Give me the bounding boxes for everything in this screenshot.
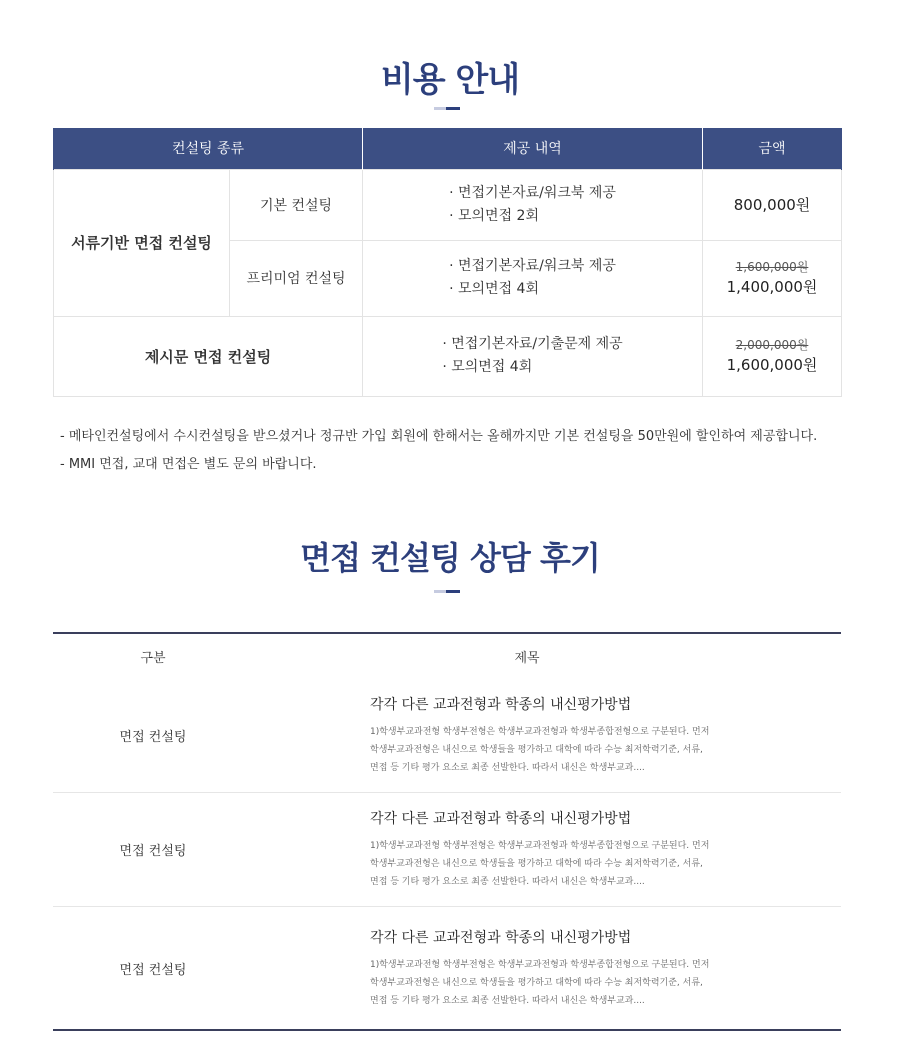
review-summary [370,723,730,777]
price-value: 1,400,000원 [726,278,818,296]
header-category: 구분 [140,650,166,666]
review-title-link[interactable]: 각각 다른 교과전형과 학종의 내신평가방법 [370,929,632,946]
review-body [253,927,730,1010]
review-row[interactable] [53,907,841,1031]
review-category: 면접 컨설팅 [119,729,187,745]
plan-price [703,316,842,396]
review-row[interactable] [53,678,841,793]
plan-details [363,169,703,240]
note-line: - 메타인컨설팅에서 수시컨설팅을 받으셨거나 정규반 가입 회원에 한해서는 올해까지만 기본 컨설팅을 50만원에 할인하여 제공합니다. [60,429,818,444]
review-title-link[interactable]: 각각 다른 교과전형과 학종의 내신평가방법 [370,696,632,713]
plan-price [703,240,842,316]
summary-line: 1)학생부교과전형 학생부전형은 학생부교과전형과 학생부종합전형으로 구분된다. 먼저 [370,726,710,737]
review-title-link[interactable]: 각각 다른 교과전형과 학종의 내신평가방법 [370,811,632,827]
detail-item: · 모의면접 4회 [449,278,616,301]
plan-details [363,240,703,316]
note-line: - MMI 면접, 교대 면접은 별도 문의 바랍니다. [60,457,317,472]
review-row[interactable] [53,793,841,907]
plan-price [703,169,842,240]
title-underline [434,107,460,110]
review-summary [370,837,730,891]
pricing-table [53,128,842,397]
detail-item: · 면접기본자료/워크북 제공 [449,182,616,205]
summary-line: 1)학생부교과전형 학생부전형은 학생부교과전형과 학생부종합전형으로 구분된다. 먼저 [370,841,710,851]
pricing-notes [60,423,817,479]
summary-line: 학생부교과전형은 내신으로 학생들을 평가하고 대학에 따라 수능 최저학력기준, 서류, [370,859,703,869]
review-header [53,634,841,678]
plan-name: 기본 컨설팅 [230,169,363,240]
summary-line: 면접 등 기타 평가 요소로 최종 선발한다. 따라서 내신은 학생부교과.... [370,762,645,773]
original-price: 1,600,000원 [735,260,809,274]
price-value: 800,000원 [733,195,811,214]
summary-line: 학생부교과전형은 내신으로 학생들을 평가하고 대학에 따라 수능 최저학력기준, 서류, [370,977,703,988]
header-subject: 제목 [514,650,540,666]
summary-line: 학생부교과전형은 내신으로 학생들을 평가하고 대학에 따라 수능 최저학력기준, 서류, [370,744,703,755]
review-category: 면접 컨설팅 [119,844,187,859]
title-underline [434,590,460,593]
header-details: 제공 내역 [363,128,703,169]
original-price: 2,000,000원 [735,338,809,352]
summary-line: 면접 등 기타 평가 요소로 최종 선발한다. 따라서 내신은 학생부교과.... [370,877,645,887]
header-type: 컨설팅 종류 [54,128,363,169]
detail-item: · 면접기본자료/워크북 제공 [449,255,616,278]
plan-name: 제시문 면접 컨설팅 [54,316,363,396]
summary-line: 면접 등 기타 평가 요소로 최종 선발한다. 따라서 내신은 학생부교과.... [370,995,645,1006]
reviews-title: 면접 컨설팅 상담 후기 [300,539,600,577]
pricing-row [54,169,842,240]
plan-details [363,316,703,396]
pricing-row [54,316,842,396]
review-category: 면접 컨설팅 [119,962,187,978]
review-body [253,694,730,777]
price-value: 1,600,000원 [726,356,818,374]
group-label: 서류기반 면접 컨설팅 [54,169,230,316]
detail-item: · 모의면접 2회 [449,205,616,228]
summary-line: 1)학생부교과전형 학생부전형은 학생부교과전형과 학생부종합전형으로 구분된다. 먼저 [370,959,710,970]
header-price: 금액 [703,128,842,169]
review-body [253,808,730,891]
review-summary [370,956,730,1010]
plan-name: 프리미엄 컨설팅 [230,240,363,316]
review-board [53,632,841,1031]
detail-item: · 모의면접 4회 [442,356,622,379]
pricing-title: 비용 안내 [380,60,520,100]
detail-item: · 면접기본자료/기출문제 제공 [442,333,622,356]
